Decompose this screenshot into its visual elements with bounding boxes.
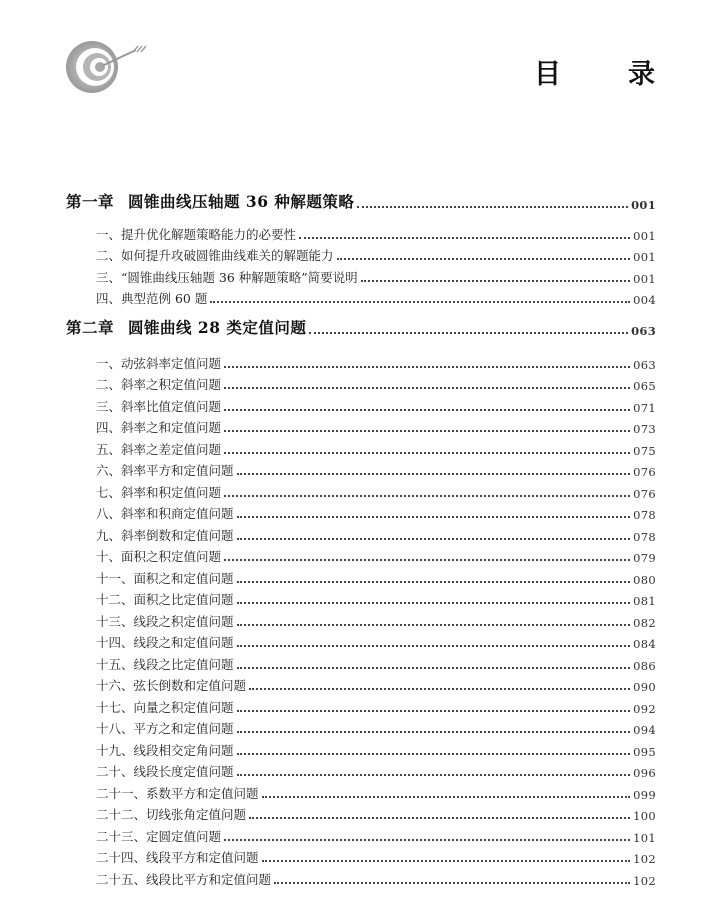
- dot-leader: [249, 816, 630, 819]
- dot-leader: [224, 494, 630, 497]
- page-number: 092: [633, 701, 656, 716]
- entry-label: 四、斜率之和定值问题: [96, 420, 222, 435]
- toc-entry[interactable]: [66, 651, 656, 673]
- toc-entry[interactable]: [66, 479, 656, 501]
- toc-entry[interactable]: [66, 350, 656, 372]
- entry-label: 六、斜率平方和定值问题: [96, 463, 234, 478]
- entry-label: 十、面积之积定值问题: [96, 549, 222, 564]
- dot-leader: [224, 429, 630, 432]
- dot-leader: [224, 838, 630, 841]
- entry-label: 十五、线段之比定值问题: [96, 656, 234, 672]
- target-logo-icon: [64, 38, 164, 96]
- toc-entry[interactable]: [66, 608, 656, 630]
- dot-leader: [249, 687, 630, 690]
- table-of-contents: [66, 190, 656, 888]
- entry-label: 四、典型范例 60 题: [96, 291, 208, 306]
- dot-leader: [237, 666, 631, 669]
- dot-leader: [299, 236, 630, 239]
- dot-leader: [224, 365, 630, 368]
- entry-label: 十二、面积之比定值问题: [96, 592, 234, 607]
- entry-label: 二十二、切线张角定值问题: [96, 807, 247, 822]
- toc-entry[interactable]: [66, 587, 656, 609]
- dot-leader: [237, 601, 631, 604]
- page-number: 078: [633, 529, 656, 544]
- page-number: 100: [633, 809, 656, 823]
- page-number: 084: [633, 637, 656, 651]
- page-number: 101: [633, 830, 656, 845]
- page-number: 079: [633, 551, 656, 565]
- toc-entry[interactable]: [66, 458, 656, 480]
- page-number: 075: [633, 443, 656, 458]
- toc-chapter-2[interactable]: [66, 316, 656, 338]
- page-number: 090: [633, 680, 656, 694]
- dot-leader: [237, 515, 631, 518]
- dot-leader: [237, 472, 631, 475]
- page-number: 096: [633, 766, 656, 780]
- page-number: 076: [633, 465, 656, 479]
- chapter-title: 圆锥曲线压轴题 36 种解题策略: [128, 192, 355, 211]
- page-number: 004: [633, 293, 656, 307]
- dot-leader: [237, 752, 631, 755]
- page-number: 073: [633, 422, 656, 436]
- page-number: 001: [633, 228, 656, 243]
- chapter-number: 第二章: [66, 318, 115, 337]
- page-number: 080: [633, 572, 656, 587]
- entry-label: 七、斜率和积定值问题: [96, 484, 222, 500]
- page-number: 063: [633, 357, 656, 372]
- toc-entry[interactable]: [66, 716, 656, 738]
- page-number: 094: [633, 723, 656, 737]
- toc-entry[interactable]: [66, 823, 656, 845]
- page-number: 071: [633, 400, 656, 415]
- page-title: 目 录: [534, 59, 675, 90]
- toc-entry[interactable]: [66, 802, 656, 824]
- page-number: 076: [633, 486, 656, 501]
- toc-entry[interactable]: [66, 501, 656, 523]
- entry-label: 十一、面积之和定值问题: [96, 570, 234, 586]
- entry-label: 三、“圆锥曲线压轴题 36 种解题策略”简要说明: [96, 269, 358, 285]
- dot-leader: [224, 558, 630, 561]
- page-number: 102: [633, 852, 656, 866]
- toc-entry[interactable]: [66, 737, 656, 759]
- toc-entry[interactable]: [66, 264, 656, 286]
- dot-leader: [237, 730, 631, 733]
- page-number: 102: [633, 873, 656, 888]
- dot-leader: [274, 881, 630, 884]
- entry-label: 十七、向量之积定值问题: [96, 699, 234, 715]
- page-number: 065: [633, 379, 656, 393]
- entry-label: 二十五、线段比平方和定值问题: [96, 871, 272, 887]
- toc-entry[interactable]: [66, 544, 656, 566]
- page-number: 082: [633, 615, 656, 630]
- page-number: 063: [631, 324, 656, 338]
- toc-entry[interactable]: [66, 522, 656, 544]
- toc-entry[interactable]: [66, 415, 656, 437]
- entry-label: 二十三、定圆定值问题: [96, 828, 222, 844]
- entry-label: 二、如何提升攻破圆锥曲线难关的解题能力: [96, 248, 334, 263]
- page-number: 078: [633, 508, 656, 522]
- entry-label: 一、提升优化解题策略能力的必要性: [96, 226, 297, 242]
- chapter-number: 第一章: [66, 192, 115, 211]
- entry-label: 五、斜率之差定值问题: [96, 441, 222, 457]
- dot-leader: [237, 644, 631, 647]
- toc-entry[interactable]: [66, 565, 656, 587]
- entry-label: 三、斜率比值定值问题: [96, 398, 222, 414]
- dot-leader: [237, 773, 631, 776]
- entry-label: 十三、线段之积定值问题: [96, 613, 234, 629]
- dot-leader: [361, 279, 631, 282]
- toc-entry[interactable]: [66, 372, 656, 394]
- toc-chapter-1[interactable]: [66, 190, 656, 212]
- entry-label: 十九、线段相交定角问题: [96, 742, 234, 758]
- entry-label: 二十一、系数平方和定值问题: [96, 785, 259, 801]
- page-number: 081: [633, 594, 656, 608]
- dot-leader: [262, 859, 631, 862]
- dot-leader: [309, 331, 628, 334]
- entry-label: 九、斜率倒数和定值问题: [96, 527, 234, 543]
- entry-label: 二十、线段长度定值问题: [96, 764, 234, 779]
- entry-label: 十八、平方之和定值问题: [96, 721, 234, 736]
- entry-label: 二、斜率之积定值问题: [96, 377, 222, 392]
- dot-leader: [224, 408, 630, 411]
- entry-label: 八、斜率和积商定值问题: [96, 506, 234, 521]
- page-number: 001: [631, 198, 656, 212]
- toc-entry[interactable]: [66, 673, 656, 695]
- dot-leader: [224, 386, 630, 389]
- dot-leader: [210, 300, 630, 303]
- toc-entry[interactable]: [66, 436, 656, 458]
- dot-leader: [237, 580, 631, 583]
- page-number: 001: [633, 250, 656, 264]
- page-number: 086: [633, 658, 656, 673]
- page-number: 095: [633, 744, 656, 759]
- page-number: 099: [633, 787, 656, 802]
- entry-label: 二十四、线段平方和定值问题: [96, 850, 259, 865]
- toc-entry[interactable]: [66, 845, 656, 867]
- toc-entry[interactable]: [66, 780, 656, 802]
- toc-entry[interactable]: [66, 694, 656, 716]
- toc-entry[interactable]: [66, 630, 656, 652]
- toc-entry[interactable]: [66, 393, 656, 415]
- dot-leader: [237, 623, 631, 626]
- entry-label: 十四、线段之和定值问题: [96, 635, 234, 650]
- toc-entry[interactable]: [66, 286, 656, 308]
- toc-entry[interactable]: [66, 221, 656, 243]
- entry-label: 十六、弦长倒数和定值问题: [96, 678, 247, 693]
- toc-entry[interactable]: [66, 866, 656, 888]
- page-number: 001: [633, 271, 656, 286]
- dot-leader: [337, 257, 631, 260]
- toc-entry[interactable]: [66, 243, 656, 265]
- dot-leader: [237, 709, 631, 712]
- entry-label: 一、动弦斜率定值问题: [96, 355, 222, 371]
- dot-leader: [224, 451, 630, 454]
- chapter-title: 圆锥曲线 28 类定值问题: [128, 318, 307, 337]
- dot-leader: [357, 205, 628, 208]
- toc-entry[interactable]: [66, 759, 656, 781]
- dot-leader: [237, 537, 631, 540]
- dot-leader: [262, 795, 631, 798]
